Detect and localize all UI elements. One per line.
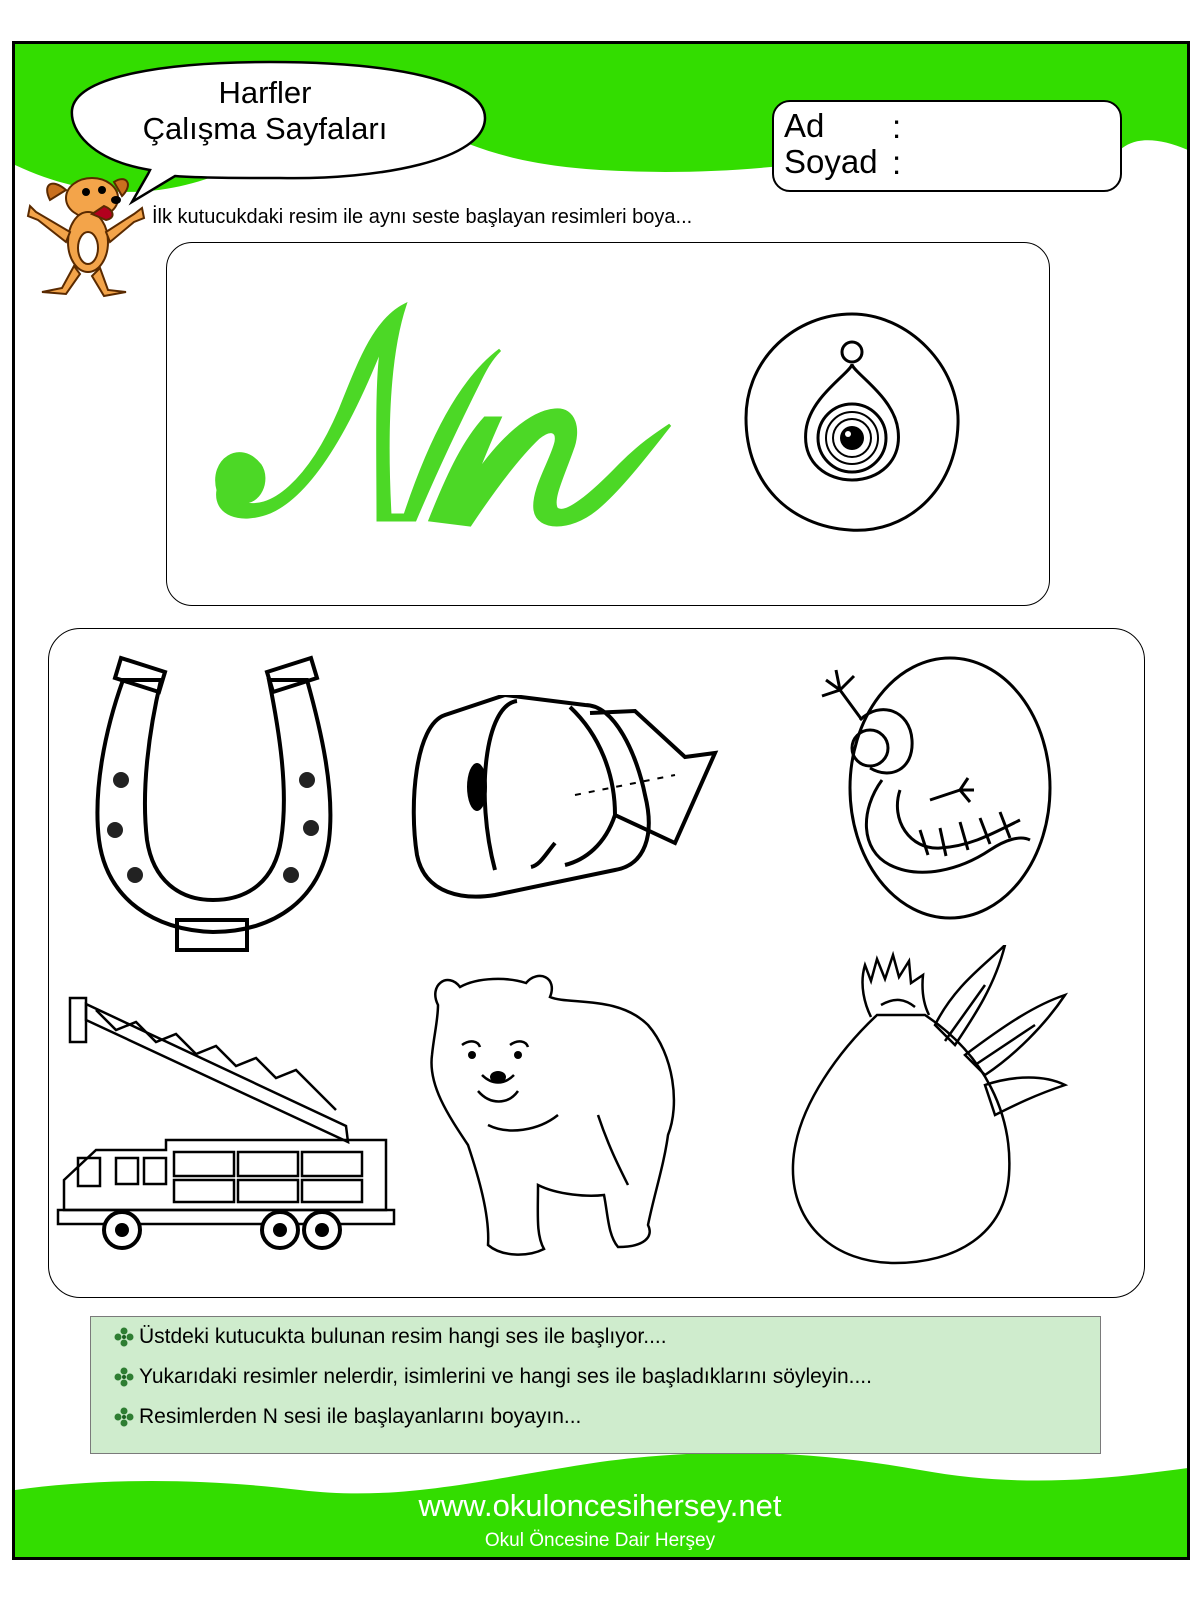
toilet-paper-picture	[405, 695, 735, 905]
name-label: Ad	[784, 107, 825, 144]
instruction-text: İlk kutucukdaki resim ile aynı seste başlayan resimleri boya...	[152, 206, 693, 228]
question-text: Yukarıdaki resimler nelerdir, isimlerini ve hangi ses ile başladıklarını söyleyin....	[139, 1365, 872, 1388]
question-item	[113, 1405, 581, 1429]
title-line-2: Çalışma Sayfaları	[142, 111, 388, 146]
pomegranate-picture	[785, 945, 1075, 1275]
bear-picture	[418, 965, 688, 1265]
clover-bullet-icon	[113, 1406, 135, 1428]
question-text: Üstdeki kutucukta bulunan resim hangi ses ile başlıyor....	[139, 1325, 667, 1348]
fire-truck-picture	[56, 990, 406, 1260]
footer-subtitle: Okul Öncesine Dair Herşey	[484, 1530, 716, 1551]
footer-website-link[interactable]: www.okuloncesihersey.net	[418, 1488, 782, 1523]
surname-label: Soyad	[784, 143, 878, 180]
name-box	[772, 100, 1122, 192]
horseshoe-picture	[85, 650, 345, 960]
clover-bullet-icon	[113, 1366, 135, 1388]
clover-bullet-icon	[113, 1326, 135, 1348]
worm-picture	[800, 650, 1060, 930]
questions-box	[90, 1316, 1101, 1454]
evil-eye-bead-picture	[738, 306, 966, 538]
question-item	[113, 1325, 667, 1349]
name-colon: :	[892, 108, 902, 145]
question-item	[113, 1365, 872, 1389]
dog-mascot-picture	[22, 170, 147, 300]
title-line-1: Harfler	[218, 75, 312, 110]
question-text: Resimlerden N sesi ile başlayanlarını boyayın...	[139, 1405, 582, 1428]
surname-colon: :	[892, 144, 902, 181]
worksheet-title	[100, 75, 430, 147]
letter-nn	[200, 290, 700, 550]
